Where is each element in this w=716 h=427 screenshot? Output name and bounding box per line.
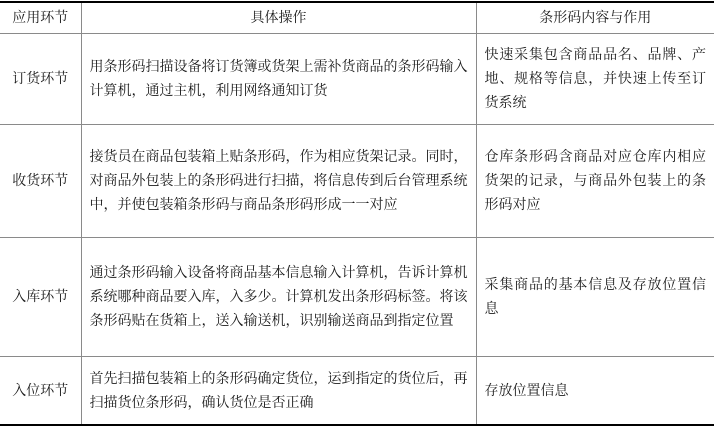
header-stage: 应用环节	[0, 2, 81, 34]
operation-cell: 接货员在商品包装箱上贴条形码，作为相应货架记录。同时，对商品外包装上的条形码进行扫描，将信息传到后台管理系统中，并使包装箱条形码与商品条形码形成一一对应	[81, 125, 476, 238]
stage-cell: 订货环节	[0, 34, 81, 125]
barcode-application-table	[0, 1, 714, 426]
table-row	[0, 125, 714, 238]
stage-cell: 入库环节	[0, 238, 81, 357]
table-row	[0, 357, 714, 426]
content-cell: 仓库条形码含商品对应仓库内相应货架的记录，与商品外包装上的条形码对应	[476, 125, 714, 238]
content-cell: 采集商品的基本信息及存放位置信息	[476, 238, 714, 357]
stage-cell: 入位环节	[0, 357, 81, 426]
operation-cell: 用条形码扫描设备将订货簿或货架上需补货商品的条形码输入计算机，通过主机，利用网络通知订货	[81, 34, 476, 125]
table-row	[0, 34, 714, 125]
header-content: 条形码内容与作用	[476, 2, 714, 34]
operation-cell: 通过条形码输入设备将商品基本信息输入计算机，告诉计算机系统哪种商品要入库，入多少。计算机发出条形码标签。将该条形码贴在货箱上，送入输送机，识别输送商品到指定位置	[81, 238, 476, 357]
table-row	[0, 238, 714, 357]
content-cell: 快速采集包含商品品名、品牌、产地、规格等信息，并快速上传至订货系统	[476, 34, 714, 125]
header-operation: 具体操作	[81, 2, 476, 34]
header-row	[0, 2, 714, 34]
operation-cell: 首先扫描包装箱上的条形码确定货位，运到指定的货位后，再扫描货位条形码，确认货位是否正确	[81, 357, 476, 426]
content-cell: 存放位置信息	[476, 357, 714, 426]
stage-cell: 收货环节	[0, 125, 81, 238]
